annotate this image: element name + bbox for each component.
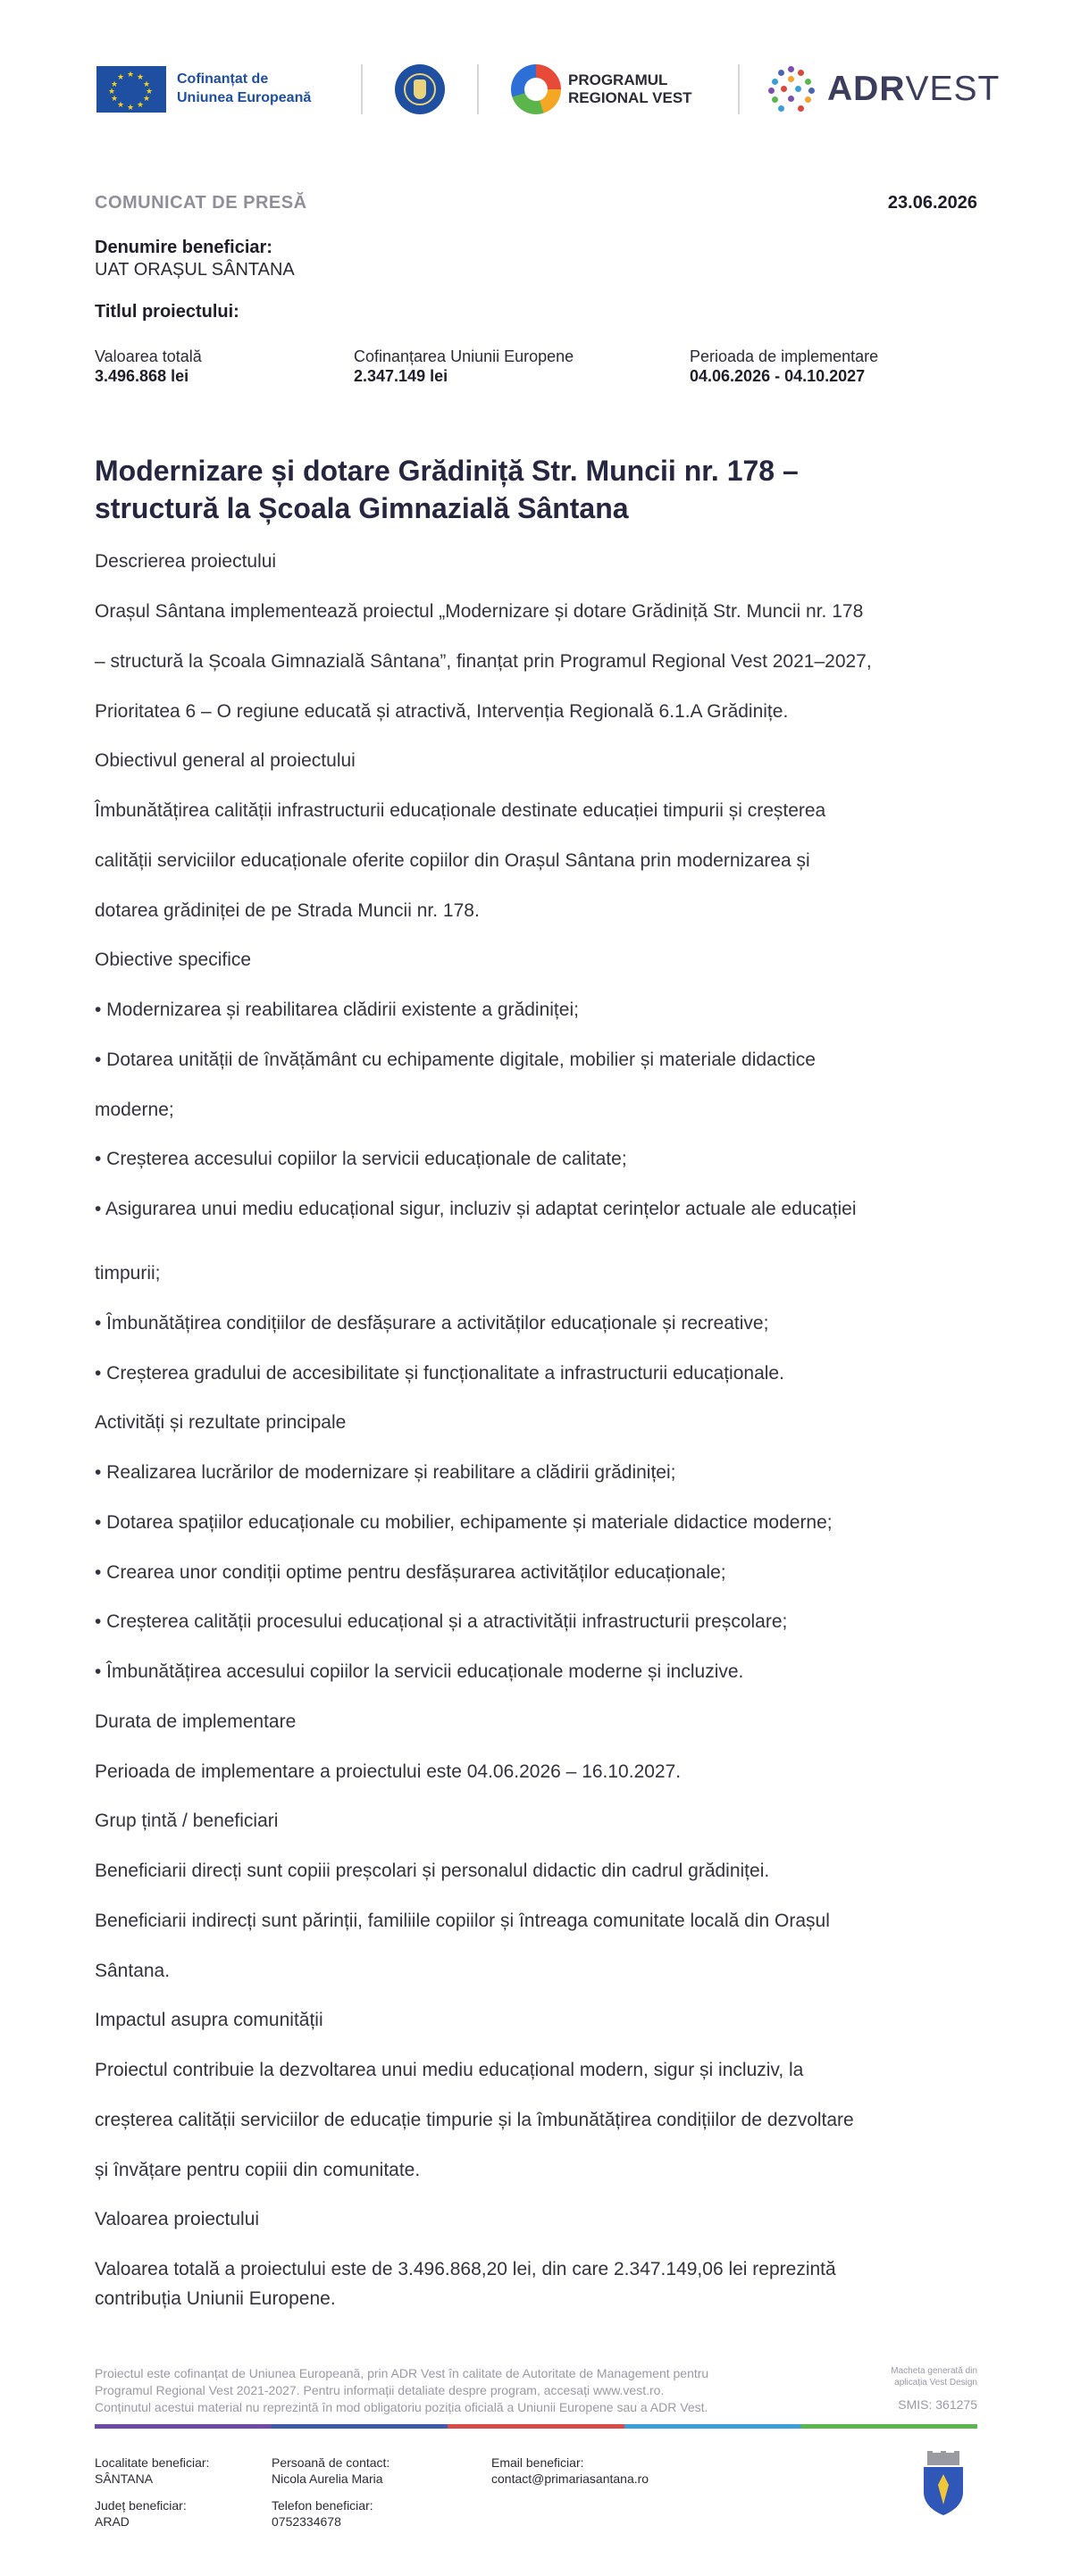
press-release-date: 23.06.2026 (887, 193, 977, 213)
contact-county: Județ beneficiar: ARAD (95, 2498, 187, 2529)
section-heading: Obiectivul general al proiectului (95, 750, 356, 771)
project-title-label: Titlul proiectului: (95, 302, 239, 322)
implementation-period-field (690, 347, 878, 386)
header-divider (361, 64, 363, 114)
meta-value: 04.06.2026 - 04.10.2027 (690, 367, 866, 385)
list-item: • Modernizarea și reabilitarea clădirii existente a grădiniței; (95, 999, 579, 1020)
body-line: și învățare pentru copiii din comunitate. (95, 2160, 421, 2180)
romania-government-seal-icon (395, 64, 445, 114)
beneficiary-label: Denumire beneficiar: (95, 238, 272, 257)
body-line: Orașul Sântana implementează proiectul „Modernizare și dotare Grădiniță Str. Muncii nr. 178 (95, 601, 864, 622)
body-line: Perioada de implementare a proiectului este 04.06.2026 – 16.10.2027. (95, 1761, 682, 1782)
beneficiary-value: UAT ORAȘUL SÂNTANA (95, 260, 295, 280)
section-heading: Impactul asupra comunității (95, 2010, 323, 2030)
body-line: dotarea grădiniței de pe Strada Muncii nr. 178. (95, 900, 480, 921)
regional-program-text: PROGRAMUL REGIONAL VEST (568, 71, 692, 106)
list-item: • Dotarea spațiilor educaționale cu mobilier, echipamente și materiale didactice moderne; (95, 1512, 833, 1533)
smis-code: SMIS: 361275 (898, 2397, 977, 2412)
body-line: Beneficiarii direcți sunt copiii preșcolari și personalul didactic din cadrul grădiniței. (95, 1861, 770, 1881)
contact-email: Email beneficiar: contact@primariasantana.ro (491, 2455, 649, 2486)
regional-program-logo-icon (511, 64, 561, 114)
contact-person: Persoană de contact: Nicola Aurelia Maria (272, 2455, 390, 2486)
meta-label: Valoarea totală (95, 347, 202, 365)
section-heading: Grup țintă / beneficiari (95, 1811, 279, 1831)
santana-coat-of-arms-icon (920, 2451, 967, 2517)
body-line: Sântana. (95, 1961, 171, 1981)
body-line: calității serviciilor educaționale oferite copiilor din Orașul Sântana prin modernizarea și (95, 850, 810, 871)
list-item: • Crearea unor condiții optime pentru desfășurarea activităților educaționale; (95, 1562, 726, 1583)
body-line: – structură la Școala Gimnazială Sântana”, finanțat prin Programul Regional Vest 2021–2027, (95, 651, 872, 672)
list-item: • Creșterea calității procesului educațional și a atractivității infrastructurii preșcolare; (95, 1611, 788, 1632)
list-item-continuation: timpurii; (95, 1263, 161, 1284)
section-heading: Obiective specifice (95, 949, 252, 970)
list-item: • Creșterea gradului de accesibilitate și funcționalitate a infrastructurii educaționale. (95, 1363, 784, 1384)
body-line: Prioritatea 6 – O regiune educată și atractivă, Intervenția Regională 6.1.A Grădinițe. (95, 701, 789, 722)
body-line: Valoarea totală a proiectului este de 3.496.868,20 lei, din care 2.347.149,06 lei reprezintă (95, 2259, 836, 2279)
section-heading: Descrierea proiectului (95, 551, 277, 572)
contact-phone: Telefon beneficiar: 0752334678 (272, 2498, 373, 2529)
body-line: Proiectul contribuie la dezvoltarea unui mediu educațional modern, sigur și incluziv, la (95, 2060, 804, 2080)
header-divider (477, 64, 479, 114)
project-title: Modernizare și dotare Grădiniță Str. Muncii nr. 178 – structură la Școala Gimnazială Sântana (95, 455, 799, 524)
eu-cofinanced-text: Cofinanțat de Uniunea Europeană (177, 71, 312, 105)
section-heading: Activități și rezultate principale (95, 1412, 347, 1433)
total-value-field (95, 347, 202, 386)
adr-vest-wordmark: ADRVEST (827, 70, 1001, 108)
meta-label: Perioada de implementare (690, 347, 879, 365)
body-line: creșterea calității serviciilor de educație timpurie și la îmbunătățirea condițiilor de dezvoltare (95, 2110, 854, 2130)
section-heading: Valoarea proiectului (95, 2209, 260, 2229)
meta-value: 2.347.149 lei (354, 367, 448, 385)
press-release-label: COMUNICAT DE PRESĂ (95, 193, 307, 213)
footer-color-bar (95, 2424, 977, 2429)
meta-label: Cofinanțarea Uniunii Europene (354, 347, 574, 365)
list-item: • Dotarea unității de învățământ cu echipamente digitale, mobilier și materiale didactice (95, 1050, 816, 1070)
list-item: • Realizarea lucrărilor de modernizare și reabilitare a clădirii grădiniței; (95, 1462, 676, 1483)
eu-flag-icon: ★ ★ ★ ★ ★ ★ ★ ★ ★ ★ ★ ★ (96, 66, 166, 113)
template-credit: Macheta generată din aplicația Vest Design (891, 2366, 977, 2388)
section-heading: Durata de implementare (95, 1711, 297, 1732)
eu-cofinancing-field (354, 347, 574, 386)
body-line: contribuția Uniunii Europene. (95, 2288, 336, 2309)
list-item: • Îmbunătățirea condițiilor de desfășurare a activităților educaționale și recreative; (95, 1313, 769, 1334)
list-item-continuation: moderne; (95, 1100, 174, 1120)
body-line: Beneficiarii indirecți sunt părinții, familiile copiilor și întreaga comunitate locală din Orașul (95, 1911, 830, 1931)
meta-value: 3.496.868 lei (95, 367, 189, 385)
adr-vest-dots-icon (768, 66, 815, 113)
list-item: • Asigurarea unui mediu educațional sigur, incluziv și adaptat cerințelor actuale ale educației (95, 1199, 857, 1219)
list-item: • Îmbunătățirea accesului copiilor la servicii educaționale moderne și incluzive. (95, 1661, 744, 1682)
list-item: • Creșterea accesului copiilor la servicii educaționale de calitate; (95, 1149, 627, 1169)
footer-disclaimer: Proiectul este cofinanțat de Uniunea Europeană, prin ADR Vest în calitate de Autoritate de Management pentru Programul Regional Vest 2021-2027. Pentru informații detaliate despre program, accesați www.vest.ro. Conținutul acestui material nu reprezintă în mod obligatoriu poziția oficială a Uniunii Europene sau a ADR Vest. (95, 2366, 709, 2414)
header-divider (738, 64, 740, 114)
contact-locality: Localitate beneficiar: SÂNTANA (95, 2455, 210, 2486)
body-line: Îmbunătățirea calității infrastructurii educaționale destinate educației timpurii și creșterea (95, 800, 826, 821)
